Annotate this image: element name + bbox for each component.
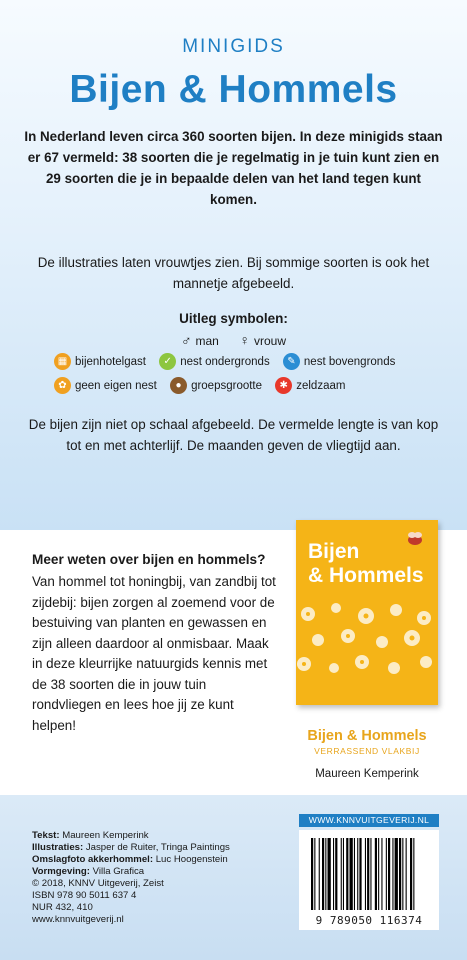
credit-line: ISBN 978 90 5011 637 4 xyxy=(32,890,137,901)
page-title: Bijen & Hommels xyxy=(69,68,398,111)
female-label: vrouw xyxy=(254,334,287,348)
legend-item xyxy=(170,377,262,394)
legend-item-label: groepsgrootte xyxy=(191,379,263,392)
intro-text: In Nederland leven circa 360 soorten bijen. In deze minigids staan er 67 vermeld: 38 soorten die je regelmatig in je tuin kunt zien en 29 soorten die je in bepaalde delen van het land tegen kunt komen. xyxy=(24,129,443,207)
colophon-section xyxy=(0,795,467,960)
legend-item-label: nest bovengronds xyxy=(303,355,396,368)
barcode xyxy=(299,830,439,930)
legend-row-1 xyxy=(54,353,454,370)
credit-line: Tekst: Maureen Kemperink xyxy=(32,830,149,841)
flower-icon: ✿ xyxy=(54,377,71,394)
credit-line: Omslagfoto akkerhommel: Luc Hoogenstein xyxy=(32,854,228,865)
gender-legend xyxy=(0,332,467,348)
bee-hotel-icon: ▦ xyxy=(54,353,71,370)
barcode-bars xyxy=(299,830,439,914)
book-title: Bijen & Hommels xyxy=(307,728,427,744)
credit-line: © 2018, KNNV Uitgeverij, Zeist xyxy=(32,878,164,889)
publisher-url: WWW.KNNVUITGEVERIJ.NL xyxy=(299,814,439,827)
legend-item xyxy=(283,353,395,370)
credit-line: NUR 432, 410 xyxy=(32,902,93,913)
group-icon: ● xyxy=(170,377,187,394)
legend-item xyxy=(54,353,146,370)
scale-note: De bijen zijn niet op schaal afgebeeld. De vermelde lengte is van kop tot en met achterlijf. De maanden geven de vliegtijd aan. xyxy=(28,417,439,453)
legend-item xyxy=(275,377,345,394)
legend-item-label: bijenhotelgast xyxy=(75,355,146,368)
pen-icon: ✎ xyxy=(283,353,300,370)
illustrations-note: De illustraties laten vrouwtjes zien. Bij sommige soorten is ook het mannetje afgebeeld. xyxy=(37,255,430,291)
legend-item-label: geen eigen nest xyxy=(75,379,157,392)
book-subtitle: VERRASSEND VLAKBIJ xyxy=(314,746,420,756)
female-icon: ♀ xyxy=(239,332,250,348)
series-label: MINIGIDS xyxy=(182,36,285,57)
legend-row-2 xyxy=(54,377,454,394)
legend-item xyxy=(54,377,157,394)
male-label: man xyxy=(195,334,219,348)
bee-icon xyxy=(404,530,426,548)
barcode-number: 9 789050 116374 xyxy=(315,914,423,927)
credit-line: www.knnvuitgeverij.nl xyxy=(32,914,124,925)
more-info-title: Meer weten over bijen en hommels? xyxy=(32,552,266,567)
book-cover-image xyxy=(296,520,438,705)
credit-line: Illustraties: Jasper de Ruiter, Tringa Paintings xyxy=(32,842,230,853)
info-section xyxy=(0,530,467,795)
star-icon: ✱ xyxy=(275,377,292,394)
legend-item-label: nest ondergronds xyxy=(180,355,270,368)
legend-title: Uitleg symbolen: xyxy=(179,311,288,326)
checkmark-icon: ✓ xyxy=(159,353,176,370)
legend-item xyxy=(159,353,270,370)
credit-line: Vormgeving: Villa Grafica xyxy=(32,866,145,877)
more-info-text: Van hommel tot honingbij, van zandbij tot zijdebij: bijen zorgen al zoemend voor de bestuiving van planten en gewassen en zijn alleen daardoor al onmisbaar. Maak in deze kleurrijke natuurgids kennis met de 38 soorten die in jouw tuin rondvliegen en lees hoe jij ze kunt helpen! xyxy=(32,574,276,733)
male-icon: ♂ xyxy=(180,332,192,348)
cover-title-line-1: Bijen xyxy=(308,540,360,563)
flower-pattern xyxy=(296,602,438,682)
cover-title-line-2: & Hommels xyxy=(308,564,424,587)
book-author: Maureen Kemperink xyxy=(315,768,419,780)
credits xyxy=(32,830,282,926)
legend-item-label: zeldzaam xyxy=(296,379,346,392)
